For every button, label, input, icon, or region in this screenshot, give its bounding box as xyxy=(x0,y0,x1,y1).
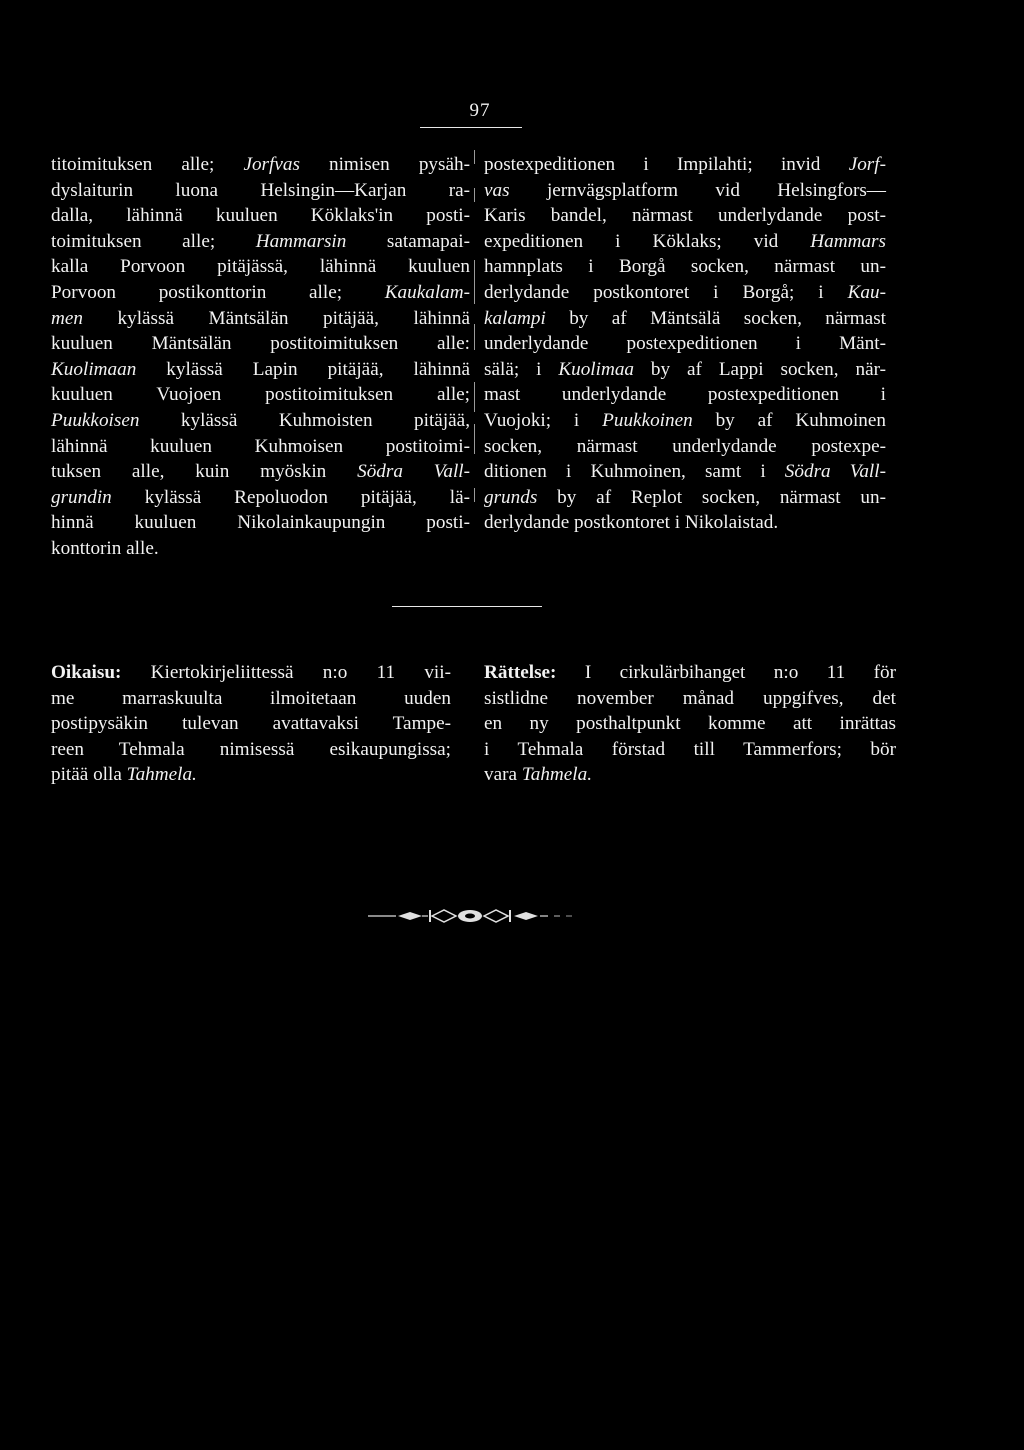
text-run: postexpeditionen i Impilahti; invid xyxy=(484,154,849,175)
text-line xyxy=(51,686,451,712)
text-run: Karis bandel, närmast underlydande post- xyxy=(484,205,886,227)
text-line xyxy=(484,510,886,536)
text-run: Vuojoki; i xyxy=(484,409,603,431)
italic-place-name: Södra Vall- xyxy=(784,461,886,483)
text-run: dyslaiturin luona Helsingin—Karjan ra- xyxy=(51,179,470,201)
text-line xyxy=(51,178,470,204)
text-run: sistlidne november månad uppgifves, det xyxy=(484,687,896,709)
text-line xyxy=(51,737,451,763)
text-run: toimituksen alle; xyxy=(51,230,256,252)
text-line xyxy=(51,152,470,178)
text-run: pitää olla xyxy=(51,764,127,786)
text-run: ditionen i Kuhmoinen, samt i xyxy=(484,461,785,483)
text-run: postipysäkin tulevan avattavaksi Tampe- xyxy=(51,713,451,735)
text-line xyxy=(484,459,886,485)
text-run: kalla Porvoon pitäjässä, lähinnä kuuluen xyxy=(51,256,470,278)
text-line xyxy=(484,660,896,686)
text-run: Porvoon postikonttorin alle; xyxy=(51,281,385,303)
italic-place-name: Puukkoinen xyxy=(602,409,693,431)
text-run: by af Mäntsälä socken, närmast xyxy=(545,307,886,329)
text-run: expeditionen i Köklaks; vid xyxy=(484,230,811,252)
text-line xyxy=(484,382,886,408)
text-run: en ny posthaltpunkt komme att inrättas xyxy=(484,713,896,735)
text-line xyxy=(51,459,470,485)
text-run: socken, närmast underlydande postexpe- xyxy=(484,435,886,457)
text-line xyxy=(51,382,470,408)
text-line xyxy=(484,711,896,737)
text-run: kylässä Repoluodon pitäjää, lä- xyxy=(111,486,470,508)
text-run: titoimituksen alle; xyxy=(51,154,244,175)
italic-place-name: Hammarsin xyxy=(255,230,347,252)
left-column-finnish xyxy=(51,152,470,562)
text-line xyxy=(484,357,886,383)
text-line xyxy=(51,280,470,306)
italic-place-name: men xyxy=(51,307,83,329)
text-line xyxy=(51,203,470,229)
text-run: by af Replot socken, närmast un- xyxy=(537,486,886,508)
text-run: i Tehmala förstad till Tammerfors; bör xyxy=(484,738,896,760)
text-line xyxy=(484,203,886,229)
column-divider xyxy=(470,148,480,548)
text-line xyxy=(484,686,896,712)
text-run: nimisen pysäh- xyxy=(299,154,470,175)
text-run: Kiertokirjeliittessä n:o 11 vii- xyxy=(121,662,451,683)
text-line xyxy=(51,408,470,434)
text-run: underlydande postexpeditionen i Mänt- xyxy=(484,333,886,355)
italic-place-name: Tahmela. xyxy=(521,764,593,786)
italic-place-name: vas xyxy=(484,179,510,201)
text-line xyxy=(484,434,886,460)
italic-place-name: Södra Vall- xyxy=(357,461,470,483)
section-rule xyxy=(392,606,542,607)
text-run: mast underlydande postexpeditionen i xyxy=(484,384,886,406)
italic-place-name: Tahmela. xyxy=(126,764,197,786)
correction-note-swedish xyxy=(484,660,896,788)
italic-place-name: Kau- xyxy=(847,281,886,303)
text-line xyxy=(484,178,886,204)
text-line xyxy=(484,485,886,511)
italic-place-name: Puukkoisen xyxy=(51,409,140,431)
text-line xyxy=(51,306,470,332)
text-line xyxy=(484,152,886,178)
italic-place-name: grunds xyxy=(484,486,538,508)
italic-place-name: Kaukalam- xyxy=(384,281,470,303)
italic-place-name: grundin xyxy=(51,486,112,508)
text-run: konttorin alle. xyxy=(51,537,159,559)
text-run: kylässä Mäntsälän pitäjää, lähinnä xyxy=(82,307,470,329)
page-number: 97 xyxy=(469,100,491,121)
text-run: vara xyxy=(484,764,522,786)
text-run: dalla, lähinnä kuuluen Köklaks'in posti- xyxy=(51,205,470,227)
text-line xyxy=(51,510,470,536)
text-run: kuuluen Vuojoen postitoimituksen alle; xyxy=(51,384,470,406)
italic-place-name: Hammars xyxy=(810,230,886,252)
text-run: kuuluen Mäntsälän postitoimituksen alle: xyxy=(51,333,470,355)
text-run: by af Kuhmoinen xyxy=(692,409,886,431)
text-line xyxy=(51,762,451,788)
bold-heading: Rättelse: xyxy=(484,662,557,683)
text-line xyxy=(484,229,886,255)
text-line xyxy=(484,408,886,434)
text-run: satamapai- xyxy=(346,230,470,252)
text-line xyxy=(51,331,470,357)
text-line xyxy=(484,306,886,332)
text-run: reen Tehmala nimisessä esikaupungissa; xyxy=(51,738,451,760)
text-run: kylässä Kuhmoisten pitäjää, xyxy=(139,409,470,431)
text-run: tuksen alle, kuin myöskin xyxy=(51,461,358,483)
text-run: derlydande postkontoret i Borgå; i xyxy=(484,281,848,303)
text-line xyxy=(51,711,451,737)
text-run: kylässä Lapin pitäjää, lähinnä xyxy=(136,358,470,380)
text-line xyxy=(484,331,886,357)
italic-place-name: Jorf- xyxy=(848,154,886,175)
text-run: hinnä kuuluen Nikolainkaupungin posti- xyxy=(51,512,470,534)
text-run: hamnplats i Borgå socken, närmast un- xyxy=(484,256,886,278)
text-run: derlydande postkontoret i Nikolaistad. xyxy=(484,512,779,534)
text-line xyxy=(484,762,896,788)
text-run: lähinnä kuuluen Kuhmoisen postitoimi- xyxy=(51,435,470,457)
text-run: me marraskuulta ilmoitetaan uuden xyxy=(51,687,451,709)
bold-heading: Oikaisu: xyxy=(51,662,122,683)
text-line xyxy=(484,280,886,306)
italic-place-name: kalampi xyxy=(484,307,546,329)
text-line xyxy=(51,357,470,383)
text-line xyxy=(51,485,470,511)
text-line xyxy=(51,254,470,280)
text-line xyxy=(51,536,470,562)
italic-place-name: Kuolimaa xyxy=(558,358,635,380)
text-run: I cirkulärbihanget n:o 11 för xyxy=(556,662,896,683)
ornament-divider xyxy=(368,906,578,926)
text-line xyxy=(51,229,470,255)
text-run: by af Lappi socken, när- xyxy=(634,358,886,380)
text-run: sälä; i xyxy=(484,358,559,380)
right-column-swedish xyxy=(484,152,886,536)
text-line xyxy=(484,254,886,280)
page-number-rule xyxy=(420,127,522,128)
correction-note-finnish xyxy=(51,660,451,788)
italic-place-name: Jorfvas xyxy=(243,154,300,175)
text-line xyxy=(484,737,896,763)
text-line xyxy=(51,660,451,686)
italic-place-name: Kuolimaan xyxy=(51,358,137,380)
text-run: jernvägsplatform vid Helsingfors— xyxy=(509,179,886,201)
text-line xyxy=(51,434,470,460)
